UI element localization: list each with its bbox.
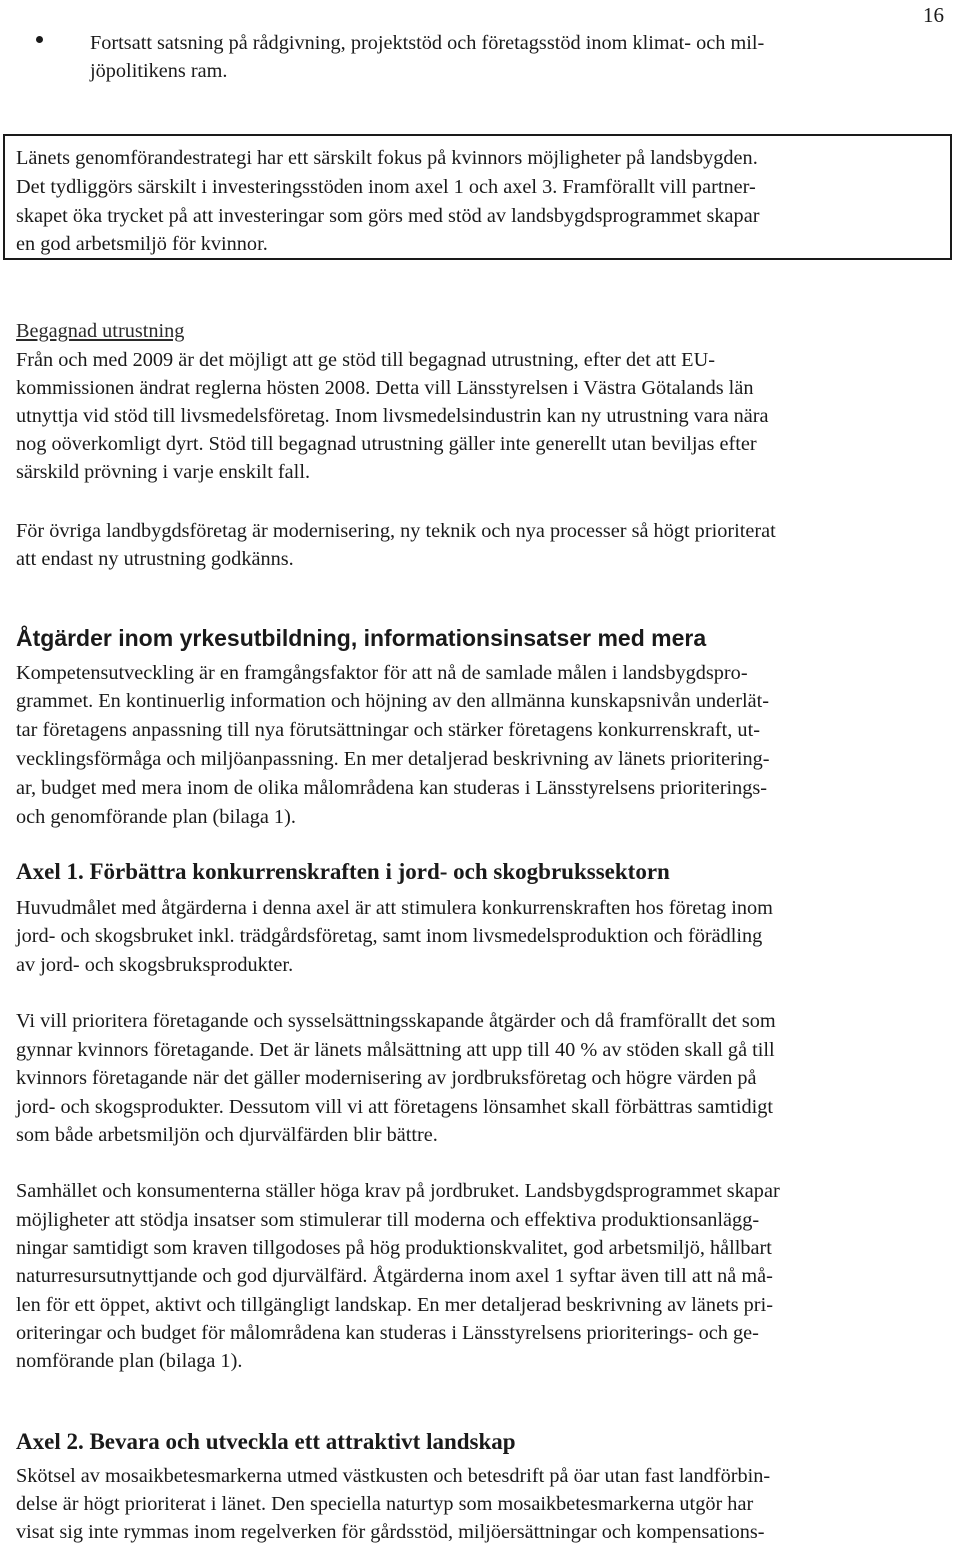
axis1-para2-line: som både arbetsmiljön och djurvälfärden blir bättre.	[16, 1124, 438, 1146]
boxed-paragraph-line: Länets genomförandestrategi har ett särskilt fokus på kvinnors möjligheter på landsbygden.	[16, 147, 758, 169]
section-training-line: grammet. En kontinuerlig information och höjning av den allmänna kunskapsnivån underlät-	[16, 690, 770, 712]
axis1-para1-line: av jord- och skogsbruksprodukter.	[16, 954, 294, 976]
used-equipment-line: särskild prövning i varje enskilt fall.	[16, 461, 311, 483]
bullet-item-line: jöpolitikens ram.	[90, 60, 228, 82]
axis1-para3-line: Samhället och konsumenterna ställer höga krav på jordbruket. Landsbygdsprogrammet skapar	[16, 1180, 780, 1202]
bullet-dot	[36, 36, 43, 43]
used-equipment-heading: Begagnad utrustning	[16, 320, 185, 342]
axis2-line: visat sig inte rymmas inom regelverken för gårdsstöd, miljöersättningar och kompensations-	[16, 1521, 765, 1543]
used-equipment-line: nog oöverkomligt dyrt. Stöd till begagnad utrustning gäller inte generellt utan beviljas efter	[16, 433, 757, 455]
section-training-line: Kompetensutveckling är en framgångsfaktor för att nå de samlade målen i landsbygdspro-	[16, 662, 748, 684]
other-companies-line: att endast ny utrustning godkänns.	[16, 548, 294, 570]
axis1-para3-line: oriteringar och budget för målområdena kan studeras i Länsstyrelsens prioriterings- och ge-	[16, 1322, 759, 1344]
axis2-heading: Axel 2. Bevara och utveckla ett attraktivt landskap	[16, 1429, 516, 1454]
section-training-line: tar företagens anpassning till nya förutsättningar och stärker företagens konkurrenskraft, ut-	[16, 719, 760, 741]
axis1-para3-line: möjligheter att stödja insatser som stimulerar till moderna och effektiva produktionsanlägg-	[16, 1209, 760, 1231]
axis1-para3-line: ningar samtidigt som kraven tillgodoses på hög produktionskvalitet, god arbetsmiljö, hållbart	[16, 1237, 772, 1259]
used-equipment-line: kommissionen ändrat reglerna hösten 2008. Detta vill Länsstyrelsen i Västra Götalands län	[16, 377, 754, 399]
axis1-para2-line: gynnar kvinnors företagande. Det är länets målsättning att upp till 40 % av stöden skall gå till	[16, 1039, 775, 1061]
section-training-line: ar, budget med mera inom de olika målområdena kan studeras i Länsstyrelsens prioriterings-	[16, 777, 768, 799]
section-training-heading: Åtgärder inom yrkesutbildning, informationsinsatser med mera	[16, 625, 707, 651]
axis1-para2-line: kvinnors företagande när det gäller modernisering av jordbruksföretag och högre värden på	[16, 1067, 757, 1089]
section-training-line: och genomförande plan (bilaga 1).	[16, 806, 296, 828]
section-training-line: vecklingsförmåga och miljöanpassning. En mer detaljerad beskrivning av länets prioritering-	[16, 748, 770, 770]
bullet-item-line: Fortsatt satsning på rådgivning, projektstöd och företagsstöd inom klimat- och mil-	[90, 32, 765, 54]
boxed-paragraph-line: Det tydliggörs särskilt i investeringsstöden inom axel 1 och axel 3. Framförallt vill partner-	[16, 176, 756, 198]
other-companies-line: För övriga landbygdsföretag är modernisering, ny teknik och nya processer så högt prioriterat	[16, 520, 776, 542]
boxed-paragraph-line: en god arbetsmiljö för kvinnor.	[16, 233, 268, 255]
axis1-para3-line: nomförande plan (bilaga 1).	[16, 1350, 243, 1372]
axis1-para1-line: Huvudmålet med åtgärderna i denna axel är att stimulera konkurrenskraften hos företag inom	[16, 897, 773, 919]
axis1-para2-line: Vi vill prioritera företagande och sysselsättningsskapande åtgärder och då framförallt det som	[16, 1010, 776, 1032]
axis1-para3-line: naturresursutnyttjande och god djurvälfärd. Åtgärderna inom axel 1 syftar även till att nå må-	[16, 1265, 773, 1287]
boxed-paragraph-line: skapet öka trycket på att investeringar som görs med stöd av landsbygdsprogrammet skapar	[16, 205, 760, 227]
axis2-line: Skötsel av mosaikbetesmarkerna utmed västkusten och betesdrift på öar utan fast landförbin-	[16, 1465, 771, 1487]
axis1-para1-line: jord- och skogsbruket inkl. trädgårdsföretag, samt inom livsmedelsproduktion och förädling	[16, 925, 763, 947]
axis1-para3-line: len för ett öppet, aktivt och tillgängligt landskap. En mer detaljerad beskrivning av länets pri-	[16, 1294, 773, 1316]
axis1-heading: Axel 1. Förbättra konkurrenskraften i jord- och skogbrukssektorn	[16, 859, 670, 884]
axis2-line: delse är högt prioriterat i länet. Den speciella naturtyp som mosaikbetesmarkerna utgör har	[16, 1493, 754, 1515]
axis1-para2-line: jord- och skogsprodukter. Dessutom vill vi att företagens lönsamhet skall förbättras samtidigt	[16, 1096, 774, 1118]
used-equipment-line: utnyttja vid stöd till livsmedelsföretag. Inom livsmedelsindustrin kan ny utrustning vara nära	[16, 405, 769, 427]
page-number: 16	[923, 3, 944, 27]
used-equipment-line: Från och med 2009 är det möjligt att ge stöd till begagnad utrustning, efter det att EU-	[16, 349, 715, 371]
